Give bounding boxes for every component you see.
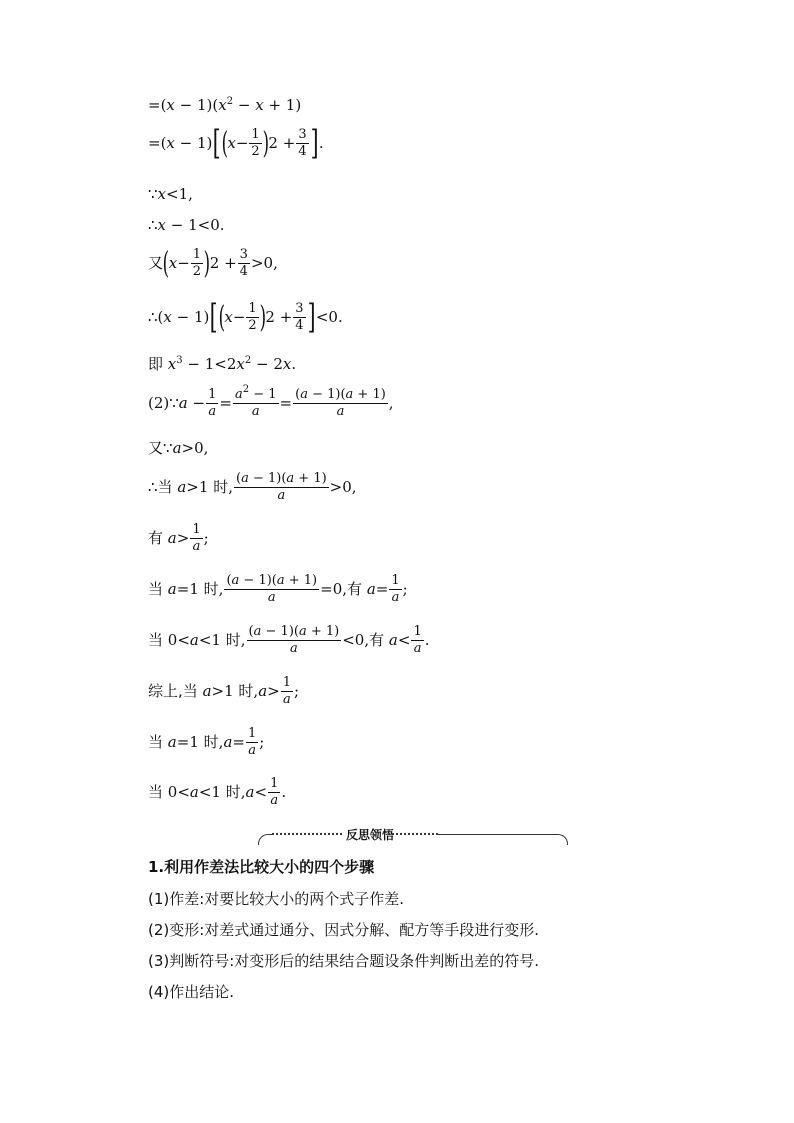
divider-rule — [438, 834, 554, 835]
equation-line-15: 当 a=1 时,a= $\frac{1}{a}$ ; — [148, 726, 265, 758]
equation-line-12: 当 a=1 时, $\frac{(a - 1)(a + 1)}{a}$ =0,有 a= $\frac{1}{a}$ ; — [148, 573, 408, 605]
section-title: 反思领悟 — [346, 828, 395, 842]
section-heading: 1.利用作差法比较大小的四个步骤 — [148, 858, 375, 876]
divider-right-arc — [553, 834, 568, 845]
equation-line-6: ∴(x − 1) [ ( x − $\frac{1}{2}$ ) 2 + $\frac{3}{4}$ ] <0. — [148, 297, 343, 337]
section-divider — [258, 826, 568, 844]
equation-line-1: $=(x - 1)(x^2 - x + 1)$ — [148, 96, 302, 114]
equation-line-3: ∵x<1, — [148, 185, 193, 203]
step-3: (3)判断符号:对变形后的结果结合题设条件判断出差的符号. — [148, 952, 540, 970]
divider-left-arc — [258, 834, 273, 845]
equation-line-5: 又 ( x − $\frac{1}{2}$ ) 2 + $\frac{3}{4}$ >0, — [148, 245, 278, 281]
equation-line-9: 又∵a>0, — [148, 439, 209, 457]
equation-line-11: 有 a> $\frac{1}{a}$ ; — [148, 522, 209, 554]
divider-dots-right — [388, 833, 438, 835]
equation-line-13: 当 0<a<1 时, $\frac{(a - 1)(a + 1)}{a}$ <0,有 a< $\frac{1}{a}$ . — [148, 624, 430, 656]
equation-line-4: ∴x − 1<0. — [148, 216, 225, 234]
step-1: (1)作差:对要比较大小的两个式子作差. — [148, 890, 405, 908]
step-4: (4)作出结论. — [148, 983, 235, 1001]
divider-dots-left — [272, 833, 342, 835]
step-2: (2)变形:对差式通过通分、因式分解、配方等手段进行变形. — [148, 921, 540, 939]
equation-line-14: 综上,当 a>1 时,a> $\frac{1}{a}$ ; — [148, 675, 300, 707]
equation-line-7: 即 $x^3 - 1<2x^2 - 2x$. — [148, 355, 297, 373]
equation-line-2: =(x − 1) [ ( x − $\frac{1}{2}$ ) 2 + $\frac{3}{4}$ ] . — [148, 123, 324, 163]
equation-line-16: 当 0<a<1 时,a< $\frac{1}{a}$ . — [148, 776, 287, 808]
equation-line-10: ∴当 a>1 时, $\frac{(a - 1)(a + 1)}{a}$ >0, — [148, 471, 357, 503]
equation-line-8: (2)∵a − $\frac{1}{a}$ = $\frac{a^2 - 1}{a}$ = $\frac{(a - 1)(a + 1)}{a}$ , — [148, 384, 394, 419]
